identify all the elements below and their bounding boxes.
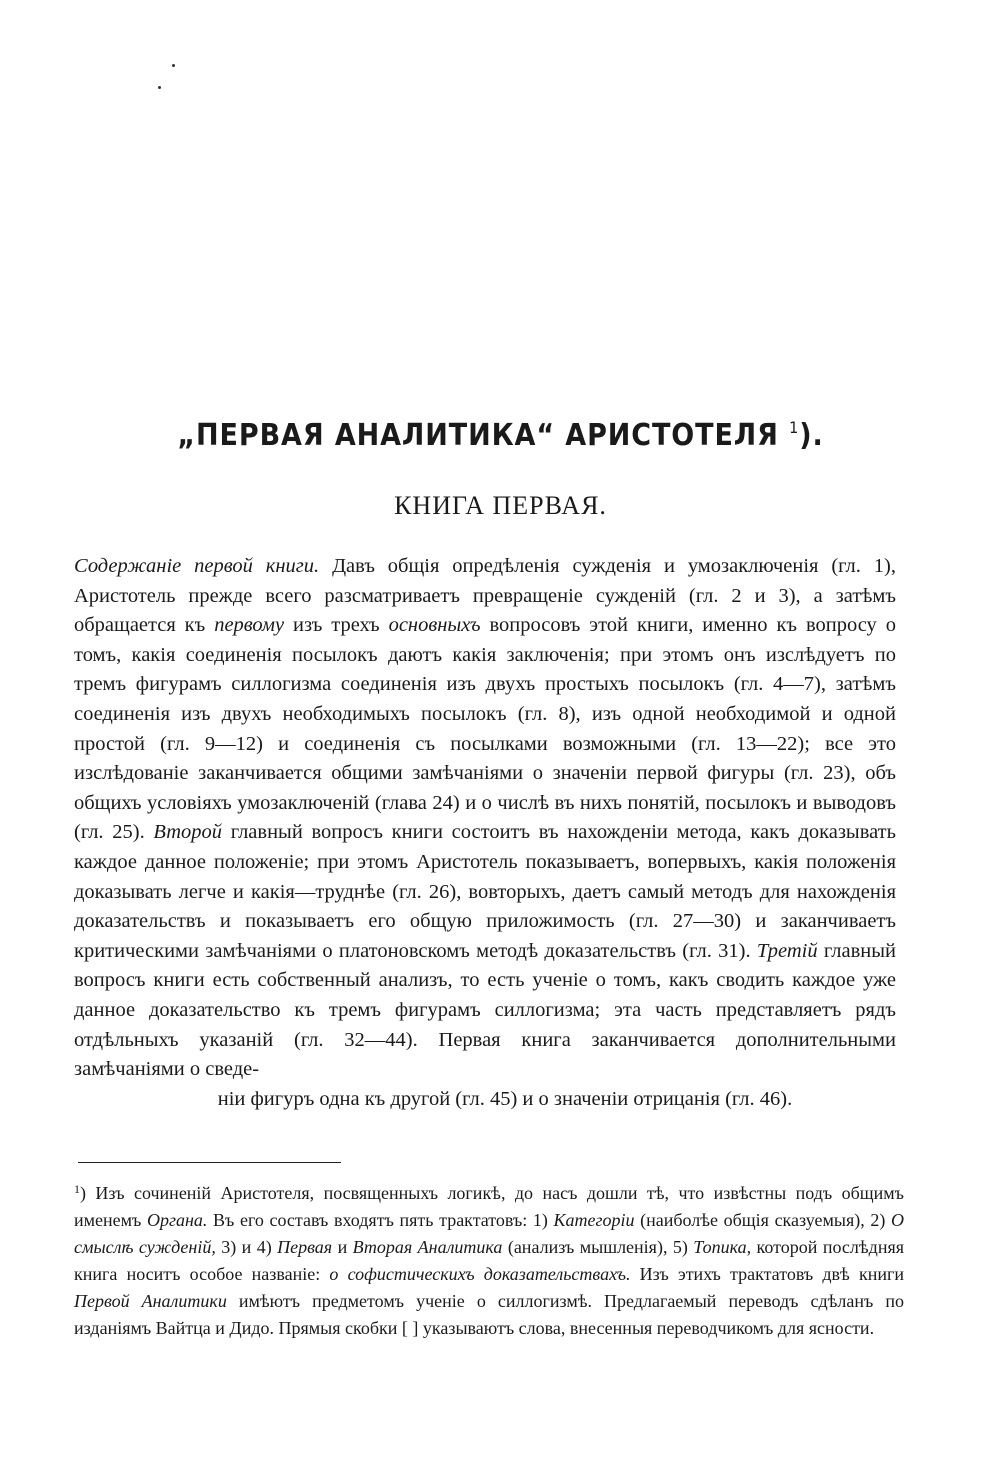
summary-text: вопросовъ этой книги, именно къ вопросу о томъ, какія соединенія посылокъ даютъ какія заключенія; при этомъ онъ изслѣдуетъ по тремъ фигурамъ силлогизма соединенія изъ двухъ простыхъ посылокъ (гл. 4—7), затѣмъ соединенія изъ двухъ необходимыхъ посылокъ (гл. 8), изъ одной необходимой и одной простой (гл. 9—12) и соединенія съ посылками возможными (гл. 13—22); все это изслѣдованіе заканчивается общими замѣчаніями о значеніи первой фигуры (гл. 23), объ общихъ условіяхъ умозаключеній (глава 24) и о числѣ въ нихъ понятій, посылокъ и выводовъ (гл. 25). xyxy=(74,614,896,844)
summary-text: главный вопросъ книги состоитъ въ нахожденіи метода, какъ доказывать каждое данное положеніе; при этомъ Аристотель показываетъ, вопервыхъ, какія положенія доказывать легче и какія—труднѣе (гл. 26), вовторыхъ, даетъ самый методъ для нахожденія доказательствъ и показываетъ его общую приложимость (гл. 27—30) и заканчиваетъ критическими замѣчаніями о платоновскомъ методѣ доказательствъ (гл. 31). xyxy=(74,821,896,962)
summary-lead: Содержаніе первой книги. xyxy=(74,555,320,577)
footnote-emphasis: Первой Аналитики xyxy=(74,1291,227,1311)
footnote-emphasis: О смыслѣ сужденій, xyxy=(74,1210,904,1257)
summary-emphasis: Второй xyxy=(153,821,222,844)
book-title: КНИГА ПЕРВАЯ. xyxy=(394,491,607,520)
summary-last-line: ніи фигуръ одна къ другой (гл. 45) и о значеніи отрицанія (гл. 46). xyxy=(217,1087,793,1110)
footnote-text: ) Изъ сочиненій Аристотеля, посвященныхъ логикѣ, до насъ дошли тѣ, что извѣстны подъ общимъ именемъ xyxy=(74,1183,904,1230)
footnote-emphasis: Категоріи xyxy=(553,1210,635,1230)
summary-text: Давъ общія опредѣленія сужденія и умозаключенія (гл. 1), Аристотель прежде всего разсматриваетъ превращеніе сужденій (гл. 2 и 3), а затѣмъ обращается къ xyxy=(74,555,896,637)
summary-emphasis: основныхъ xyxy=(388,614,481,637)
book-summary xyxy=(74,552,896,1114)
footnote-text: (анализъ мышленія), 5) xyxy=(502,1237,694,1257)
summary-emphasis: первому xyxy=(214,614,285,637)
footnote-text: Въ его составъ входятъ пять трактатовъ: 1) xyxy=(207,1210,554,1230)
title-closing: ). xyxy=(799,418,824,453)
footnote-emphasis: о софистическихъ доказательствахъ. xyxy=(329,1264,631,1284)
print-speck xyxy=(172,64,175,67)
footnote xyxy=(74,1176,904,1342)
footnote-text: имѣютъ предметомъ ученіе о силлогизмѣ. Предлагаемый переводъ сдѣланъ по изданіямъ Вайтца и Дидо. Прямыя скобки [ ] указываютъ слова, внесенныя переводчикомъ для ясности. xyxy=(74,1291,904,1338)
footnote-emphasis: Первая xyxy=(277,1237,333,1257)
footnote-text: 3) и 4) xyxy=(215,1237,278,1257)
footnote-text: и xyxy=(332,1237,353,1257)
summary-text: главный вопросъ книги есть собственный анализъ, то есть ученіе о томъ, какъ сводить каждое уже данное доказательство къ тремъ фигурамъ силлогизма; эта часть представляетъ рядъ отдѣльныхъ указаній (гл. 32—44). Первая книга заканчивается дополнительными замѣчаніями о сведе- xyxy=(74,939,896,1081)
summary-text: изъ трехъ xyxy=(284,614,389,637)
footnote-text: (наиболѣе общія сказуемыя), 2) xyxy=(634,1210,891,1230)
footnote-emphasis: Топика, xyxy=(693,1237,752,1257)
footnote-emphasis: Органа. xyxy=(146,1210,208,1230)
chapter-title xyxy=(50,418,951,453)
summary-emphasis: Третій xyxy=(756,939,818,962)
chapter-title-text: „ПЕРВАЯ АНАЛИТИКА“ АРИСТОТЕЛЯ xyxy=(177,418,779,453)
title-footnote-ref: 1 xyxy=(789,418,800,437)
footnote-divider xyxy=(78,1162,341,1163)
footnote-emphasis: Вторая Аналитика xyxy=(352,1237,503,1257)
footnote-text: которой послѣдняя книга носитъ особое названіе: xyxy=(74,1237,905,1284)
print-speck xyxy=(158,86,161,89)
footnote-text: Изъ этихъ трактатовъ двѣ книги xyxy=(630,1264,905,1284)
footnote-marker: 1 xyxy=(74,1182,80,1196)
